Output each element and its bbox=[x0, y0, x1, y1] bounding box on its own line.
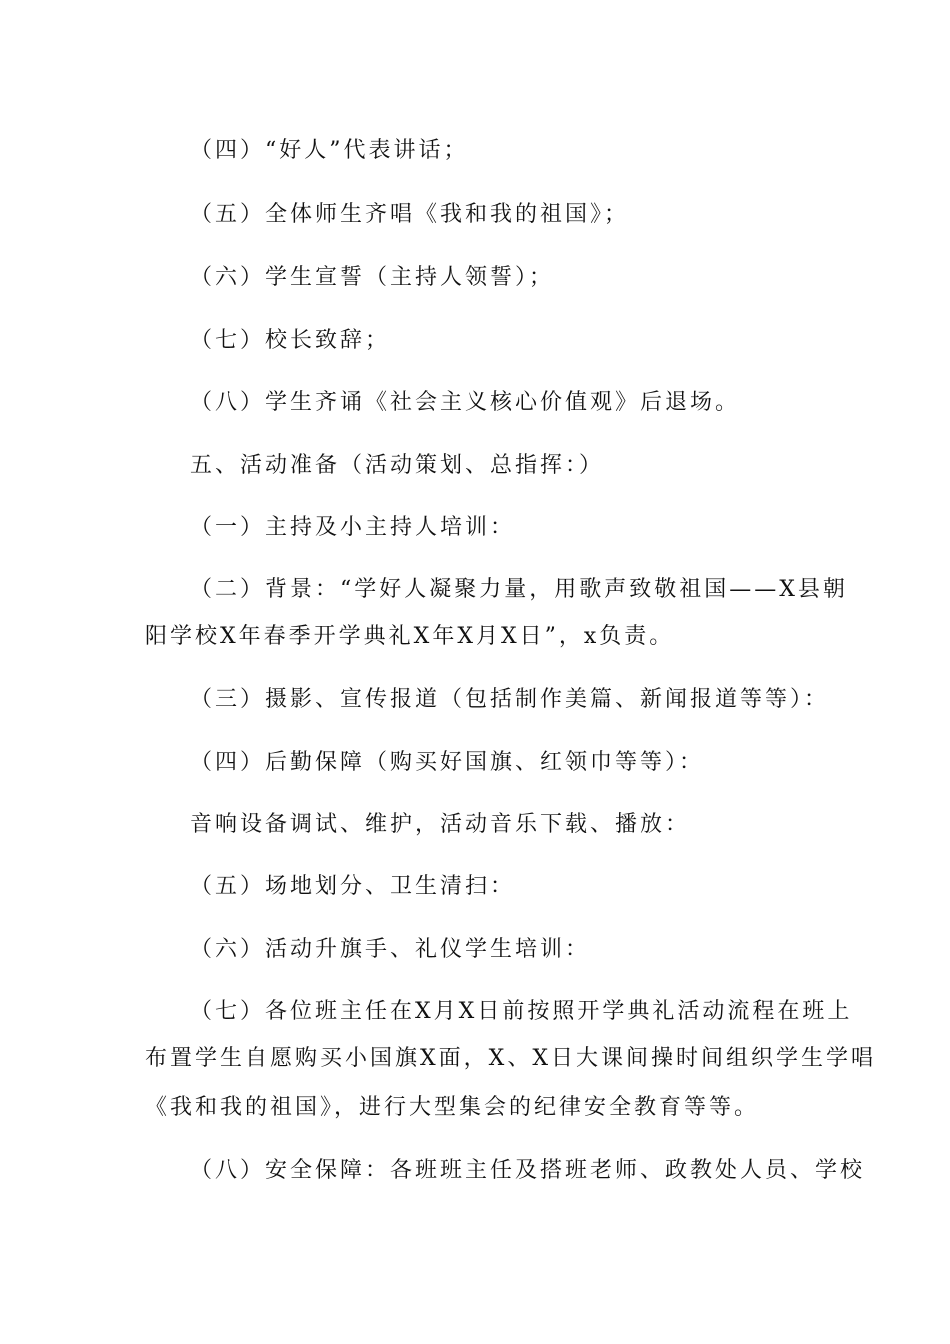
list-item-seven-teachers: （七）各位班主任在X月X日前按照开学典礼活动流程在班上 bbox=[190, 999, 853, 1024]
list-item-four-speech: （四）“好人”代表讲话； bbox=[190, 138, 469, 163]
list-item-eight-safety: （八）安全保障：各班班主任及搭班老师、政教处人员、学校 bbox=[190, 1158, 866, 1183]
list-item-seven-principal: （七）校长致辞； bbox=[190, 328, 391, 353]
list-item-one-host-training: （一）主持及小主持人培训： bbox=[190, 515, 516, 540]
list-item-six-flag-raiser: （六）活动升旗手、礼仪学生培训： bbox=[190, 937, 591, 962]
list-item-five-venue: （五）场地划分、卫生清扫： bbox=[190, 874, 516, 899]
paragraph-continuation: 《我和我的祖国》，进行大型集会的纪律安全教育等等。 bbox=[145, 1095, 760, 1120]
section-heading-preparation: 五、活动准备（活动策划、总指挥：） bbox=[190, 453, 605, 478]
list-item-two-background: （二）背景：“学好人凝聚力量，用歌声致敬祖国——X县朝 bbox=[190, 577, 848, 602]
paragraph-audio: 音响设备调试、维护，活动音乐下载、播放： bbox=[190, 812, 691, 837]
paragraph-continuation: 阳学校X年春季开学典礼X年X月X日”，x负责。 bbox=[145, 624, 675, 649]
list-item-six-oath: （六）学生宣誓（主持人领誓）； bbox=[190, 265, 555, 290]
list-item-eight-recite: （八）学生齐诵《社会主义核心价值观》后退场。 bbox=[190, 390, 741, 415]
list-item-three-photography: （三）摄影、宣传报道（包括制作美篇、新闻报道等等）： bbox=[190, 687, 830, 712]
paragraph-continuation: 布置学生自愿购买小国旗X面，X、X日大课间操时间组织学生学唱 bbox=[145, 1046, 876, 1071]
list-item-four-logistics: （四）后勤保障（购买好国旗、红领巾等等）： bbox=[190, 750, 705, 775]
list-item-five-singing: （五）全体师生齐唱《我和我的祖国》； bbox=[190, 202, 630, 227]
